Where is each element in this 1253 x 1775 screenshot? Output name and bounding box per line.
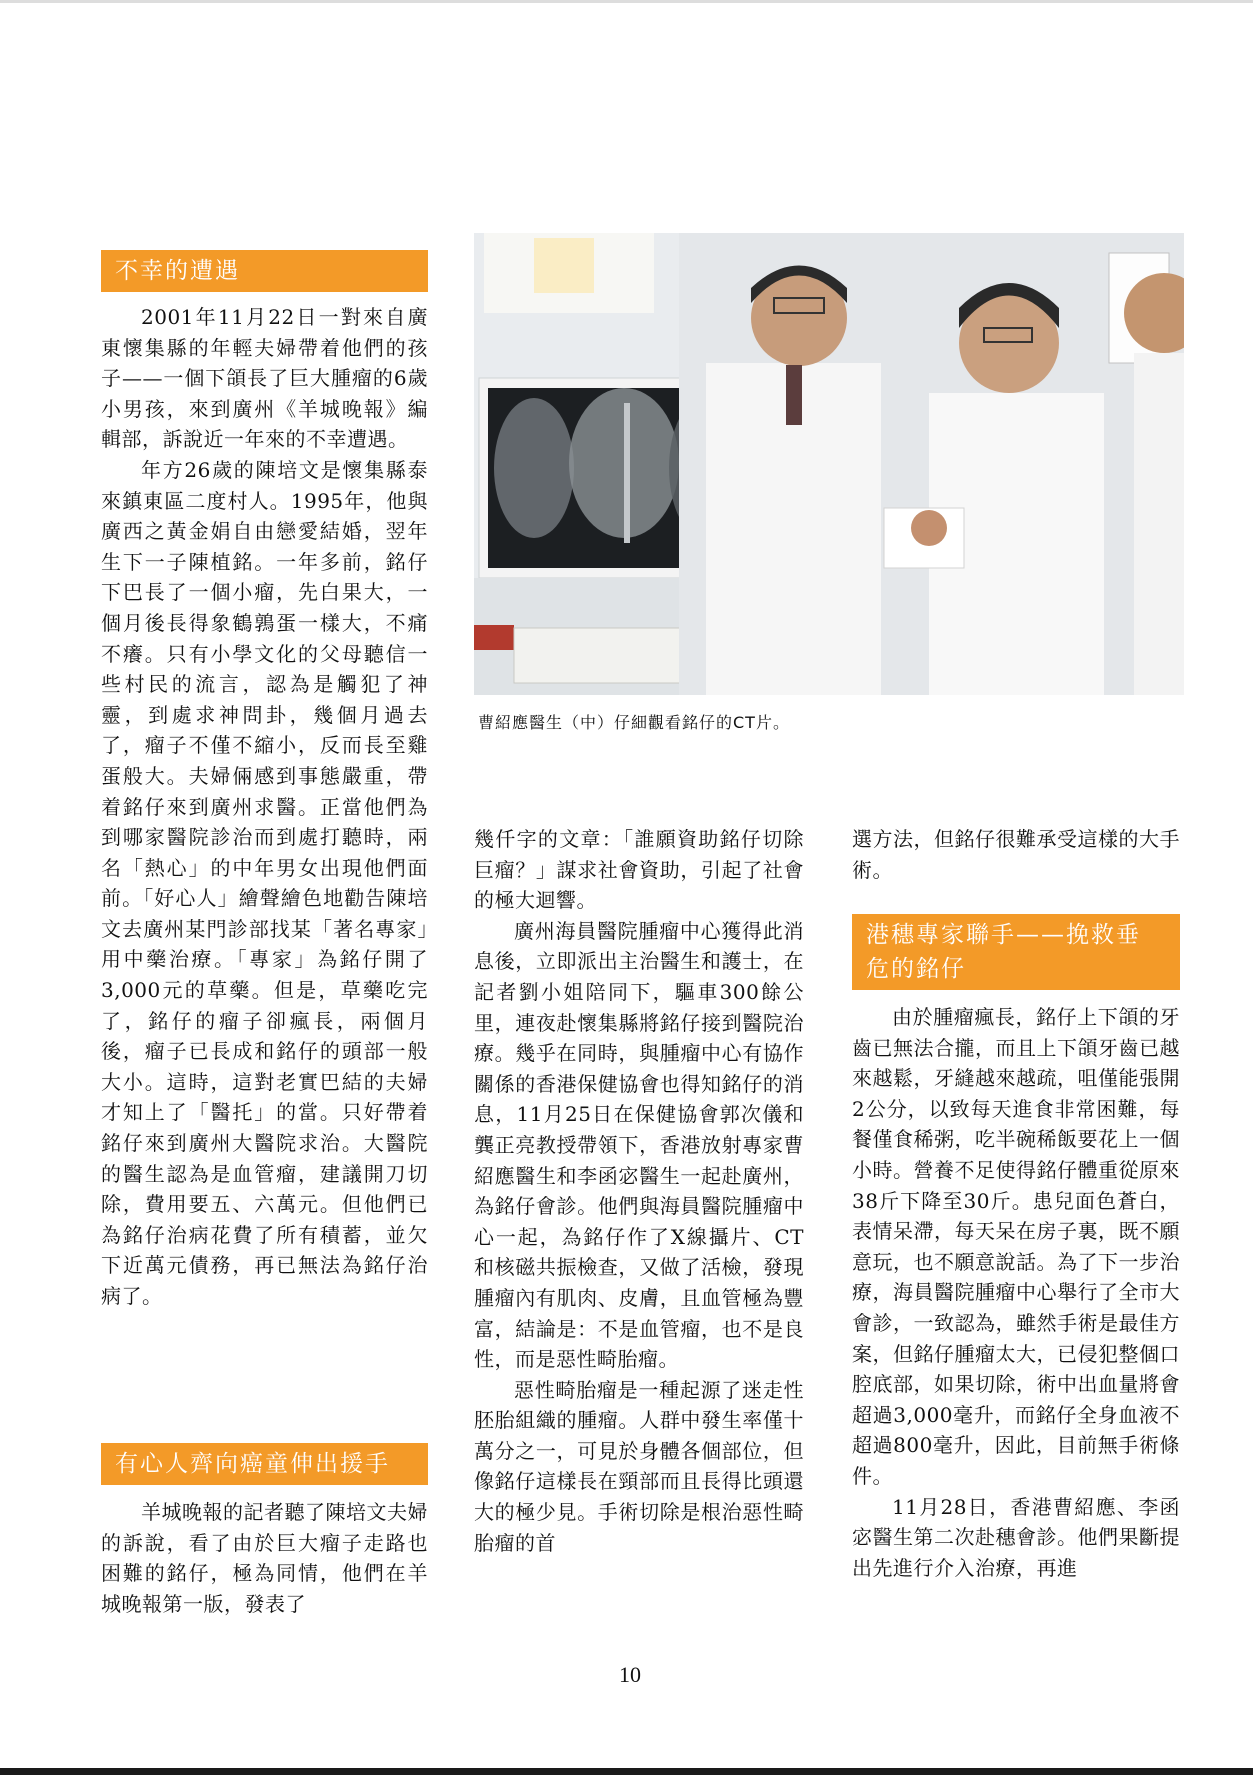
column-right [852,824,1180,885]
paragraph: 廣州海員醫院腫瘤中心獲得此消息後，立即派出主治醫生和護士，在記者劉小姐陪同下，驅車300餘公里，連夜赴懷集縣將銘仔接到醫院治療。幾乎在同時，與腫瘤中心有協作關係的香港保健協會也得知銘仔的消息，11月25日在保健協會郭次儀和龔正亮教授帶領下，香港放射專家曹紹應醫生和李函宓醫生一起赴廣州，為銘仔會診。他們與海員醫院腫瘤中心一起，為銘仔作了X線攝片、CT和核磁共振檢查，又做了活檢，發現腫瘤內有肌肉、皮膚，且血管極為豐富，結論是：不是血管瘤，也不是良性，而是惡性畸胎瘤。 [474,918,804,1372]
top-edge [0,0,1253,3]
section-heading-misfortune [101,250,428,292]
photo-illustration [474,233,1184,695]
paragraph: 幾仟字的文章：「誰願資助銘仔切除巨瘤？」謀求社會資助，引起了社會的極大迴響。 [474,827,804,913]
paragraph: 11月28日，香港曹紹應、李函宓醫生第二次赴穗會診。他們果斷提出先進行介入治療，再進 [852,1494,1180,1580]
paragraph: 惡性畸胎瘤是一種起源了迷走性胚胎組織的腫瘤。人群中發生率僅十萬分之一，可見於身體各個部位，但像銘仔這樣長在頸部而且長得比頭還大的極少見。手術切除是根治惡性畸胎瘤的首 [474,1377,804,1555]
paragraph: 由於腫瘤瘋長，銘仔上下頜的牙齒已無法合攏，而且上下頜牙齒已越來越鬆，牙縫越來越疏，咀僅能張開2公分，以致每天進食非常困難，每餐僅食稀粥，吃半碗稀飯要花上一個小時。營養不足使得銘仔體重從原來38斤下降至30斤。患兒面色蒼白，表情呆滯，每天呆在房子裏，既不願意玩，也不願意說話。為了下一步治療，海員醫院腫瘤中心舉行了全市大會診，一致認為，雖然手術是最佳方案，但銘仔腫瘤太大，已侵犯整個口腔底部，如果切除，術中出血量將會超過3,000毫升，而銘仔全身血液不超過800毫升，因此，目前無手術條件。 [852,1005,1180,1488]
section-heading-text: 不幸的遭遇 [115,258,240,284]
section-heading-helping-hand [101,1443,428,1485]
column-right-body [852,1002,1180,1583]
paragraph: 羊城晚報的記者聽了陳培文夫婦的訴說，看了由於巨大瘤子走路也困難的銘仔，極為同情，他們在羊城晚報第一版，發表了 [101,1500,428,1616]
doctors-photo [474,233,1184,695]
paragraph: 2001年11月22日一對來自廣東懷集縣的年輕夫婦帶着他們的孩子——一個下頜長了巨大腫瘤的6歲小男孩，來到廣州《羊城晚報》編輯部，訴說近一年來的不幸遭遇。 [101,305,428,452]
page-number: 10 [619,1662,641,1687]
section-heading-text: 有心人齊向癌童伸出援手 [115,1451,390,1477]
section-heading-text-line1: 港穗專家聯手——挽救垂 [866,922,1141,948]
photo-caption: 曹紹應醫生（中）仔細觀看銘仔的CT片。 [478,713,790,732]
column-middle [474,824,804,1558]
section-heading-joint-experts [852,914,1180,990]
column-left [101,302,428,1312]
section-heading-text-line2: 危的銘仔 [866,956,966,982]
bottom-edge [0,1768,1253,1775]
paragraph: 選方法，但銘仔很難承受這樣的大手術。 [852,827,1180,882]
paragraph: 年方26歲的陳培文是懷集縣泰來鎮東區二度村人。1995年，他與廣西之黃金娟自由戀愛結婚，翌年生下一子陳植銘。一年多前，銘仔下巴長了一個小瘤，先白果大，一個月後長得象鶴鶉蛋一樣大，不痛不癢。只有小學文化的父母聽信一些村民的流言，認為是觸犯了神靈，到處求神問卦，幾個月過去了，瘤子不僅不縮小，反而長至雞蛋般大。夫婦倆感到事態嚴重，帶着銘仔來到廣州求醫。正當他們為到哪家醫院診治而到處打聽時，兩名「熱心」的中年男女出現他們面前。「好心人」繪聲繪色地勸告陳培文去廣州某門診部找某「著名專家」用中藥治療。「專家」為銘仔開了3,000元的草藥。但是，草藥吃完了，銘仔的瘤子卻瘋長，兩個月後，瘤子已長成和銘仔的頭部一般大小。這時，這對老實巴結的夫婦才知上了「醫托」的當。只好帶着銘仔來到廣州大醫院求治。大醫院的醫生認為是血管瘤，建議開刀切除，費用要五、六萬元。但他們已為銘仔治病花費了所有積蓄，並欠下近萬元債務，再已無法為銘仔治病了。 [101,457,428,1308]
column-left-bottom [101,1497,428,1619]
